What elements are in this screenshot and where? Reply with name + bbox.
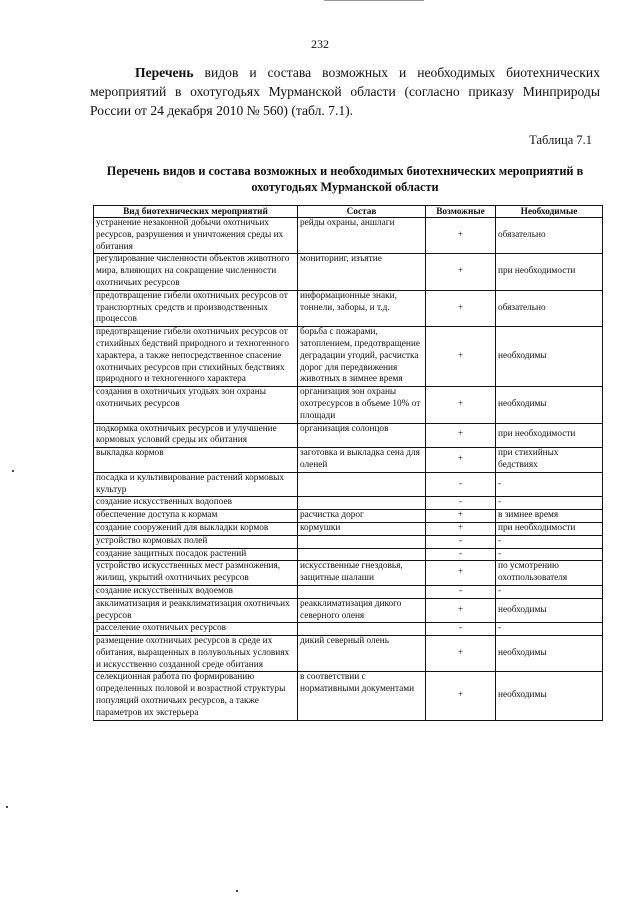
cell-necessary: - (496, 623, 603, 636)
cell-possible: - (426, 497, 496, 510)
table-header-row (94, 206, 603, 218)
cell-necessary: - (496, 535, 603, 548)
cell-composition: заготовка и выкладка сена для оленей (298, 448, 426, 473)
cell-type: подкормка охотничьих ресурсов и улучшение кормовых условий среды их обитания (94, 423, 298, 448)
cell-necessary: при стихийных бедствиях (496, 448, 603, 473)
cell-necessary: при необходимости (496, 522, 603, 535)
cell-possible: + (426, 510, 496, 523)
cell-possible: + (426, 636, 496, 672)
cell-composition (298, 472, 426, 497)
cell-type: селекционная работа по формированию определенных половой и возрастной структуры популяций охотничьих ресурсов, а также параметров их экстерьера (94, 672, 298, 720)
cell-type: предотвращение гибели охотничьих ресурсов от транспортных средств и производственных процессов (94, 290, 298, 326)
table-row (94, 535, 603, 548)
cell-type: устранение незаконной добычи охотничьих ресурсов, разрушения и уничтожения среды их обитания (94, 218, 298, 254)
cell-composition: расчистка дорог (298, 510, 426, 523)
cell-necessary: обязательно (496, 290, 603, 326)
cell-necessary: - (496, 497, 603, 510)
table-label: Таблица 7.1 (529, 133, 592, 147)
cell-possible: + (426, 387, 496, 423)
cell-composition: в соответствии с нормативными документами (298, 672, 426, 720)
cell-necessary: при необходимости (496, 254, 603, 290)
cell-possible: - (426, 472, 496, 497)
cell-possible: + (426, 598, 496, 623)
table-row (94, 672, 603, 720)
table-row (94, 636, 603, 672)
table-title: Перечень видов и состава возможных и необходимых биотехнических мероприятий в охотугодьях Мурманской области (106, 164, 584, 194)
cell-necessary: необходимы (496, 598, 603, 623)
cell-composition: искусственные гнездовья, защитные шалаши (298, 561, 426, 586)
cell-type: регулирование численности объектов животного мира, влияющих на сокращение численности охотничьих ресурсов (94, 254, 298, 290)
cell-composition (298, 548, 426, 561)
table-row (94, 448, 603, 473)
cell-type: выкладка кормов (94, 448, 298, 473)
cell-type: устройство искусственных мест размножения, жилищ, укрытий охотничьих ресурсов (94, 561, 298, 586)
header-type: Вид биотехнических мероприятий (94, 206, 298, 218)
scan-artifact (236, 890, 238, 892)
cell-type: расселение охотничьих ресурсов (94, 623, 298, 636)
table-row (94, 585, 603, 598)
cell-composition (298, 535, 426, 548)
cell-possible: + (426, 522, 496, 535)
table-row (94, 497, 603, 510)
cell-necessary: - (496, 548, 603, 561)
intro-bold-lead: Перечень (135, 65, 194, 80)
cell-necessary: обязательно (496, 218, 603, 254)
cell-necessary: по усмотрению охотпользователя (496, 561, 603, 586)
cell-type: предотвращение гибели охотничьих ресурсов от стихийных бедствий природного и техногенного характера, а также непосредственное спасение охотничьих ресурсов при стихийных бедствиях природного и техногенного характера (94, 327, 298, 387)
cell-composition: информационные знаки, тоннели, заборы, и т.д. (298, 290, 426, 326)
cell-possible: + (426, 254, 496, 290)
cell-necessary: - (496, 585, 603, 598)
table-row (94, 218, 603, 254)
table-row (94, 290, 603, 326)
cell-possible: + (426, 448, 496, 473)
cell-necessary: необходимы (496, 387, 603, 423)
cell-possible: - (426, 623, 496, 636)
cell-possible: + (426, 327, 496, 387)
table-row (94, 327, 603, 387)
header-composition: Состав (298, 206, 426, 218)
intro-text: видов и состава возможных и необходимых биотехнических мероприятий в охотугодьях Мурманской области (согласно приказу Минприроды России от 24 декабря 2010 № 560) (табл. 7.1). (90, 65, 600, 118)
table-row (94, 423, 603, 448)
cell-composition: борьба с пожарами, затоплением, предотвращение деградации угодий, расчистка дорог для передвижения животных в зимнее время (298, 327, 426, 387)
cell-composition (298, 623, 426, 636)
scan-artifact (12, 470, 14, 472)
header-necessary: Необходимые (496, 206, 603, 218)
cell-composition: организация солонцов (298, 423, 426, 448)
cell-type: обеспечение доступа к кормам (94, 510, 298, 523)
table-row (94, 623, 603, 636)
header-possible: Возможные (426, 206, 496, 218)
cell-type: размещение охотничьих ресурсов в среде их обитания, выращенных в полувольных условиях и искусственно созданной среде обитания (94, 636, 298, 672)
table-row (94, 510, 603, 523)
cell-composition: кормушки (298, 522, 426, 535)
cell-possible: - (426, 548, 496, 561)
cell-type: создание защитных посадок растений (94, 548, 298, 561)
measures-table (93, 205, 603, 721)
cell-possible: + (426, 672, 496, 720)
cell-necessary: - (496, 472, 603, 497)
cell-type: создание искусственных водоемов (94, 585, 298, 598)
cell-possible: - (426, 535, 496, 548)
page-number: 232 (311, 37, 329, 51)
cell-possible: + (426, 561, 496, 586)
cell-type: посадка и культивирование растений кормовых культур (94, 472, 298, 497)
cell-type: создания в охотничьих угодьях зон охраны охотничьих ресурсов (94, 387, 298, 423)
cell-type: устройство кормовых полей (94, 535, 298, 548)
cell-composition: реакклиматизация дикого северного оленя (298, 598, 426, 623)
scan-artifact (324, 0, 424, 1)
cell-necessary: необходимы (496, 327, 603, 387)
cell-composition (298, 497, 426, 510)
cell-necessary: в зимнее время (496, 510, 603, 523)
scan-artifact (6, 806, 8, 808)
cell-composition: рейды охраны, аншлаги (298, 218, 426, 254)
cell-type: создание искусственных водопоев (94, 497, 298, 510)
cell-composition: мониторинг, изъятие (298, 254, 426, 290)
cell-possible: + (426, 290, 496, 326)
cell-possible: + (426, 218, 496, 254)
cell-type: создание сооружений для выкладки кормов (94, 522, 298, 535)
cell-composition: организация зон охраны охотресурсов в объеме 10% от площади (298, 387, 426, 423)
cell-necessary: необходимы (496, 672, 603, 720)
cell-composition: дикий северный олень (298, 636, 426, 672)
table-row (94, 387, 603, 423)
cell-composition (298, 585, 426, 598)
cell-necessary: необходимы (496, 636, 603, 672)
table-row (94, 548, 603, 561)
cell-necessary: при необходимости (496, 423, 603, 448)
intro-paragraph (90, 63, 600, 120)
table-row (94, 561, 603, 586)
cell-possible: + (426, 423, 496, 448)
table-row (94, 522, 603, 535)
cell-possible: - (426, 585, 496, 598)
table-row (94, 254, 603, 290)
table-row (94, 598, 603, 623)
cell-type: акклиматизация и реакклиматизация охотничьих ресурсов (94, 598, 298, 623)
table-row (94, 472, 603, 497)
